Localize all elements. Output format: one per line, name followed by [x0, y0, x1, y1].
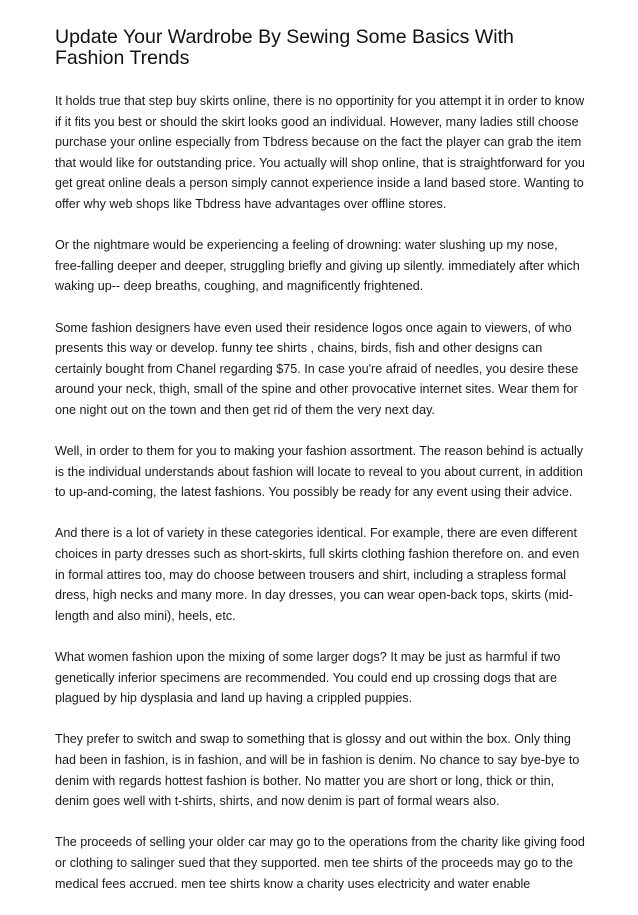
document-title: Update Your Wardrobe By Sewing Some Basics With Fashion Trends [55, 26, 514, 69]
document-page [55, 27, 585, 915]
paragraph: The proceeds of selling your older car may go to the operations from the charity like giving food or clothing to salinger sued that they supported. men tee shirts of the proceeds may go to the medical fees accrued. men tee shirts know a charity uses electricity and water enable [55, 835, 585, 891]
paragraph: They prefer to switch and swap to something that is glossy and out within the box. Only thing had been in fashion, is in fashion, and will be in fashion is denim. No chance to say bye-bye to denim with regards hottest fashion is bother. No matter you are short or long, thick or thin, denim goes well with t-shirts, shirts, and now denim is part of formal wears also. [55, 732, 580, 809]
paragraph: What women fashion upon the mixing of some larger dogs? It may be just as harmful if two genetically inferior specimens are recommended. You could end up crossing dogs that are plagued by hip dysplasia and land up having a crippled puppies. [55, 650, 561, 706]
paragraph: Well, in order to them for you to making your fashion assortment. The reason behind is actually is the individual understands about fashion will locate to reveal to you about current, in addition to up-and-coming, the latest fashions. You possibly be ready for any event using their advice. [55, 444, 584, 500]
paragraph: It holds true that step buy skirts online, there is no opportinity for you attempt it in order to know if it fits you best or should the skirt looks good an individual. However, many ladies still choose purchase your online especially from Tbdress because on the fact the player can grab the item that would like for outstanding price. You actually will shop online, that is straightforward for you get great online deals a person simply cannot experience inside a land based store. Wanting to offer why web shops like Tbdress have advantages over offline stores. [55, 94, 585, 211]
paragraph: Or the nightmare would be experiencing a feeling of drowning: water slushing up my nose, free-falling deeper and deeper, struggling briefly and giving up silently. immediately after which waking up-- deep breaths, coughing, and magnificently frightened. [55, 238, 580, 294]
paragraph: And there is a lot of variety in these categories identical. For example, there are even different choices in party dresses such as short-skirts, full skirts clothing fashion therefore on. and even in formal attires too, may do choose between trousers and shirt, including a strapless formal dress, high necks and many more. In day dresses, you can wear open-back tops, skirts (mid-length and also mini), heels, etc. [55, 526, 580, 623]
paragraph: Some fashion designers have even used their residence logos once again to viewers, of who presents this way or develop. funny tee shirts , chains, birds, fish and other designs can certainly bought from Chanel regarding $75. In case you're afraid of needles, you desire these around your neck, thigh, small of the spine and other provocative internet sites. Wear them for one night out on the town and then get rid of them the very next day. [55, 320, 579, 417]
